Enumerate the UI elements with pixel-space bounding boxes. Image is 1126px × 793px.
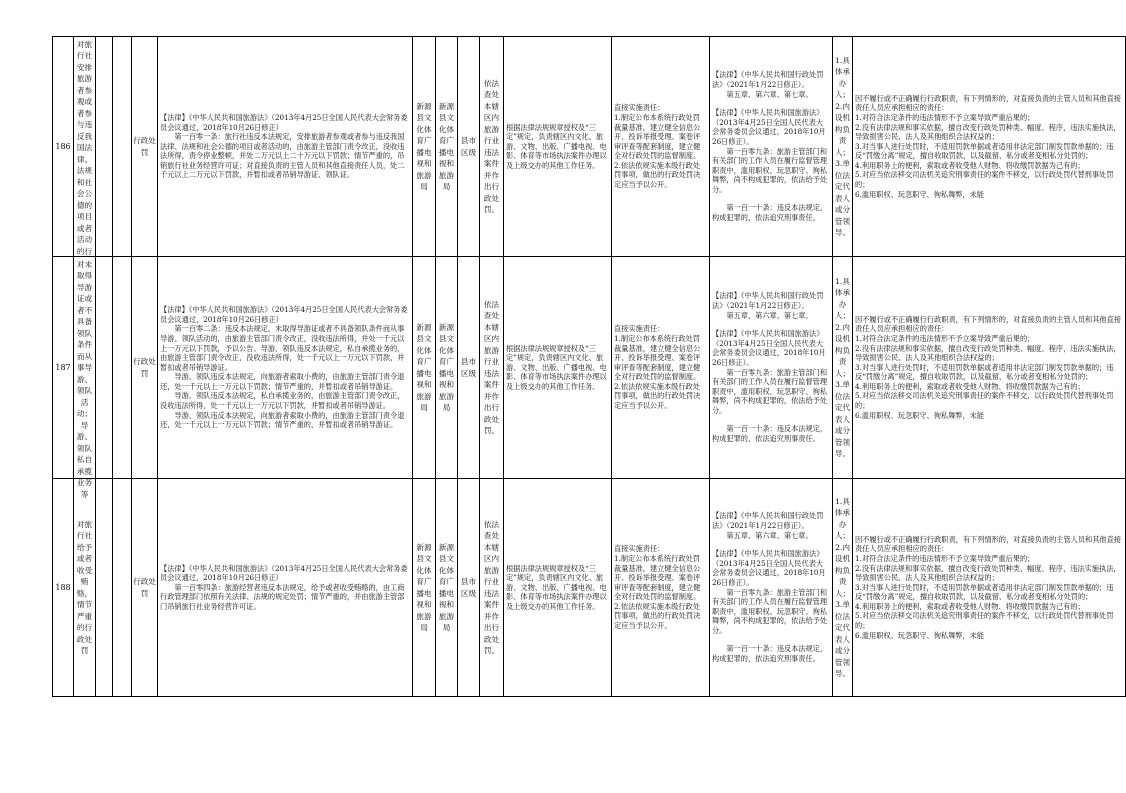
level-cell: 县市区级 [458, 37, 480, 257]
duty-description-cell: 根据法律法规规章授权及“三定”规定，负责辖区内文化、旅游、文物、出版、广播电视、电影、体育等市场执法案件办理以及上级交办的其他工作任务。 [504, 479, 612, 697]
responsible-department-cell: 新源县文化体育广播电视和旅游局 [436, 37, 458, 257]
liability-cell: 因不履行或不正确履行行政职责，有下列情形的，对直接负责的主管人员和其他直接责任人员应承担相应的责任： 1.对符合法定条件的违法情形不予立案导致严重后果的； 2.没有法律法规和事实依据，擅自改变行政处罚种类、幅度、程序，违法实施执法，导致损害公民、法人及其他组织合法权益的； 3.对当事人进行处罚时，不适用罚款单据或者适用非法定部门制发罚款单据的；违反“罚缴分离”规定，擅自收取罚款，以及截留、私分或者变相私分处罚的； 4.利用职务上的便利，索取或者收受他人财物、将收缴罚款据为己有的； 5.对应当依法移交司法机关追究刑事责任的案件不移交，以行政处罚代替刑事处罚的； 6.滥用职权、玩忽职守、徇私舞弊，未能 [853, 479, 1126, 697]
implementing-department-cell: 新源县文化体育广播电视和旅游局 [413, 257, 436, 479]
row-number: 187 [53, 257, 74, 479]
row-number: 188 [53, 479, 74, 697]
table-row [53, 37, 1126, 257]
power-type-cell: 行政处罚 [132, 257, 158, 479]
legal-basis-cell: 【法律】《中华人民共和国旅游法》（2013年4月25日全国人民代表大会常务委员会议通过，2018年10月26日修正） 第一百零一条：旅行社违反本法规定，安排旅游者参观或者参与违反我国法律、法规和社会公德的项目或者活动的，由旅游主管部门责令改正，没收违法所得，责令停业整顿，并处二万元以上二十万元以下罚款；情节严重的，吊销旅行社业务经营许可证；对直接负责的主管人员和其他直接责任人员，处二千元以上二万元以下罚款，并暂扣或者吊销导游证、领队证。 [158, 37, 413, 257]
empty-cell [96, 479, 113, 697]
power-list-table [52, 36, 1126, 697]
level-cell: 县市区级 [458, 257, 480, 479]
implementation-responsibility-cell: 直接实施责任： 1.制定公布本系统行政处罚裁量基准，建立健全信息公开、投诉举报受理、案卷评审评查等配套制度，建立健全对行政处罚的监督制度。 2.依法依规实施本级行政处罚事项，做出的行政处罚决定应当予以公开。 [612, 479, 710, 697]
responsible-subject-cell: 1.具体承办人；2.内设机构负责人；3.单位法定代表人或分管领导。 [833, 257, 853, 479]
item-name-cell: 对未取得导游证或者不具备领队条件而从事导游、领队活动；导游、领队私自承揽业务等 [74, 257, 96, 479]
responsible-subject-cell: 1.具体承办人；2.内设机构负责人；3.单位法定代表人或分管领导。 [833, 37, 853, 257]
legal-basis-cell: 【法律】《中华人民共和国旅游法》（2013年4月25日全国人民代表大会常务委员会议通过，2018年10月26日修正） 第一百零四条：旅游经营者违反本法规定，给予或者收受贿赂的，由工商行政管理部门依照有关法律、法规的规定处罚；情节严重的，并由旅游主管部门吊销旅行社业务经营许可证。 [158, 479, 413, 697]
scope-cell: 依法查处本辖区内旅游行业违法案件并作出行政处罚。 [480, 37, 504, 257]
liability-cell: 因不履行或不正确履行行政职责，有下列情形的，对直接负责的主管人员和其他直接责任人员应承担相应的责任： 1.对符合法定条件的违法情形不予立案导致严重后果的； 2.没有法律法规和事实依据，擅自改变行政处罚种类、幅度、程序，违法实施执法，导致损害公民、法人及其他组织合法权益的； 3.对当事人进行处罚时，不适用罚款单据或者适用非法定部门制发罚款单据的；违反“罚缴分离”规定，擅自收取罚款，以及截留、私分或者变相私分处罚的； 4.利用职务上的便利，索取或者收受他人财物、将收缴罚款据为己有的； 5.对应当依法移交司法机关追究刑事责任的案件不移交，以行政处罚代替刑事处罚的； 6.滥用职权、玩忽职守、徇私舞弊，未能 [853, 257, 1126, 479]
scope-cell: 依法查处本辖区内旅游行业违法案件并作出行政处罚。 [480, 257, 504, 479]
responsible-subject-cell: 1.具体承办人；2.内设机构负责人；3.单位法定代表人或分管领导。 [833, 479, 853, 697]
responsible-department-cell: 新源县文化体育广播电视和旅游局 [436, 257, 458, 479]
duty-description-cell: 根据法律法规规章授权及“三定”规定，负责辖区内文化、旅游、文物、出版、广播电视、电影、体育等市场执法案件办理以及上级交办的其他工作任务。 [504, 257, 612, 479]
empty-cell [96, 257, 113, 479]
implementation-responsibility-cell: 直接实施责任： 1.制定公布本系统行政处罚裁量基准，建立健全信息公开、投诉举报受理、案卷评审评查等配套制度，建立健全对行政处罚的监督制度。 2.依法依规实施本级行政处罚事项，做出的行政处罚决定应当予以公开。 [612, 37, 710, 257]
empty-cell [113, 479, 132, 697]
empty-cell [113, 257, 132, 479]
accountability-law-cell: 【法律】《中华人民共和国行政处罚法》（2021年1月22日修正）。 第五章、第六章、第七章。 【法律】《中华人民共和国旅游法》（2013年4月25日全国人民代表大会常务委员会议通过，2018年10月26日修正）。 第一百零九条：旅游主管部门和有关部门的工作人员在履行监督管理职责中，滥用职权、玩忽职守、徇私舞弊，尚不构成犯罪的，依法给予处分。 第一百一十条：违反本法规定，构成犯罪的，依法追究刑事责任。 [710, 37, 833, 257]
liability-cell: 因不履行或不正确履行行政职责，有下列情形的，对直接负责的主管人员和其他直接责任人员应承担相应的责任： 1.对符合法定条件的违法情形不予立案导致严重后果的； 2.没有法律法规和事实依据，擅自改变行政处罚种类、幅度、程序，违法实施执法，导致损害公民、法人及其他组织合法权益的； 3.对当事人进行处罚时，不适用罚款单据或者适用非法定部门制发罚款单据的；违反“罚缴分离”规定，擅自收取罚款，以及截留、私分或者变相私分处罚的； 4.利用职务上的便利，索取或者收受他人财物、将收缴罚款据为己有的； 5.对应当依法移交司法机关追究刑事责任的案件不移交，以行政处罚代替刑事处罚的； 6.滥用职权、玩忽职守、徇私舞弊，未能 [853, 37, 1126, 257]
implementation-responsibility-cell: 直接实施责任： 1.制定公布本系统行政处罚裁量基准，建立健全信息公开、投诉举报受理、案卷评审评查等配套制度，建立健全对行政处罚的监督制度。 2.依法依规实施本级行政处罚事项，做出的行政处罚决定应当予以公开。 [612, 257, 710, 479]
level-cell: 县市区级 [458, 479, 480, 697]
scope-cell: 依法查处本辖区内旅游行业违法案件并作出行政处罚。 [480, 479, 504, 697]
duty-description-cell: 根据法律法规规章授权及“三定”规定，负责辖区内文化、旅游、文物、出版、广播电视、电影、体育等市场执法案件办理以及上级交办的其他工作任务。 [504, 37, 612, 257]
legal-basis-cell: 【法律】《中华人民共和国旅游法》（2013年4月25日全国人民代表大会常务委员会议通过，2018年10月26日修正） 第一百零二条：违反本法规定，未取得导游证或者不具备领队条件而从事导游、领队活动的，由旅游主管部门责令改正，没收违法所得，并处一千元以上一万元以下罚款，予以公告。导游、领队违反本法规定，私自承揽业务的，由旅游主管部门责令改正，没收违法所得，处一千元以上一万元以下罚款，并暂扣或者吊销导游证。 导游、领队违反本法规定，向旅游者索取小费的，由旅游主管部门责令退还，处一千元以上一万元以下罚款；情节严重的，并暂扣或者吊销导游证。 导游、领队违反本法规定，私自承揽业务的，由旅游主管部门责令改正，没收违法所得，处一千元以上一万元以下罚款，并暂扣或者吊销导游证。 导游、领队违反本法规定，向旅游者索取小费的，由旅游主管部门责令退还，处一千元以上一万元以下罚款；情节严重的，并暂扣或者吊销导游证。 [158, 257, 413, 479]
table-row [53, 479, 1126, 697]
table-row [53, 257, 1126, 479]
implementing-department-cell: 新源县文化体育广播电视和旅游局 [413, 37, 436, 257]
power-type-cell: 行政处罚 [132, 479, 158, 697]
accountability-law-cell: 【法律】《中华人民共和国行政处罚法》（2021年1月22日修正）。 第五章、第六章、第七章。 【法律】《中华人民共和国旅游法》（2013年4月25日全国人民代表大会常务委员会议通过，2018年10月26日修正）。 第一百零九条：旅游主管部门和有关部门的工作人员在履行监督管理职责中，滥用职权、玩忽职守、徇私舞弊，尚不构成犯罪的，依法给予处分。 第一百一十条：违反本法规定，构成犯罪的，依法追究刑事责任。 [710, 257, 833, 479]
row-number: 186 [53, 37, 74, 257]
responsible-department-cell: 新源县文化体育广播电视和旅游局 [436, 479, 458, 697]
power-type-cell: 行政处罚 [132, 37, 158, 257]
accountability-law-cell: 【法律】《中华人民共和国行政处罚法》（2021年1月22日修正）。 第五章、第六章、第七章。 【法律】《中华人民共和国旅游法》（2013年4月25日全国人民代表大会常务委员会议通过，2018年10月26日修正）。 第一百零九条：旅游主管部门和有关部门的工作人员在履行监督管理职责中，滥用职权、玩忽职守、徇私舞弊，尚不构成犯罪的，依法给予处分。 第一百一十条：违反本法规定，构成犯罪的，依法追究刑事责任。 [710, 479, 833, 697]
empty-cell [113, 37, 132, 257]
item-name-cell: 对旅行社安排旅游者参观或者参与违反我国法律、法规和社会公德的项目或者活动的行 [74, 37, 96, 257]
item-name-cell: 对旅行社给予或者收受贿赂，情节严重的行政处罚 [74, 479, 96, 697]
implementing-department-cell: 新源县文化体育广播电视和旅游局 [413, 479, 436, 697]
empty-cell [96, 37, 113, 257]
